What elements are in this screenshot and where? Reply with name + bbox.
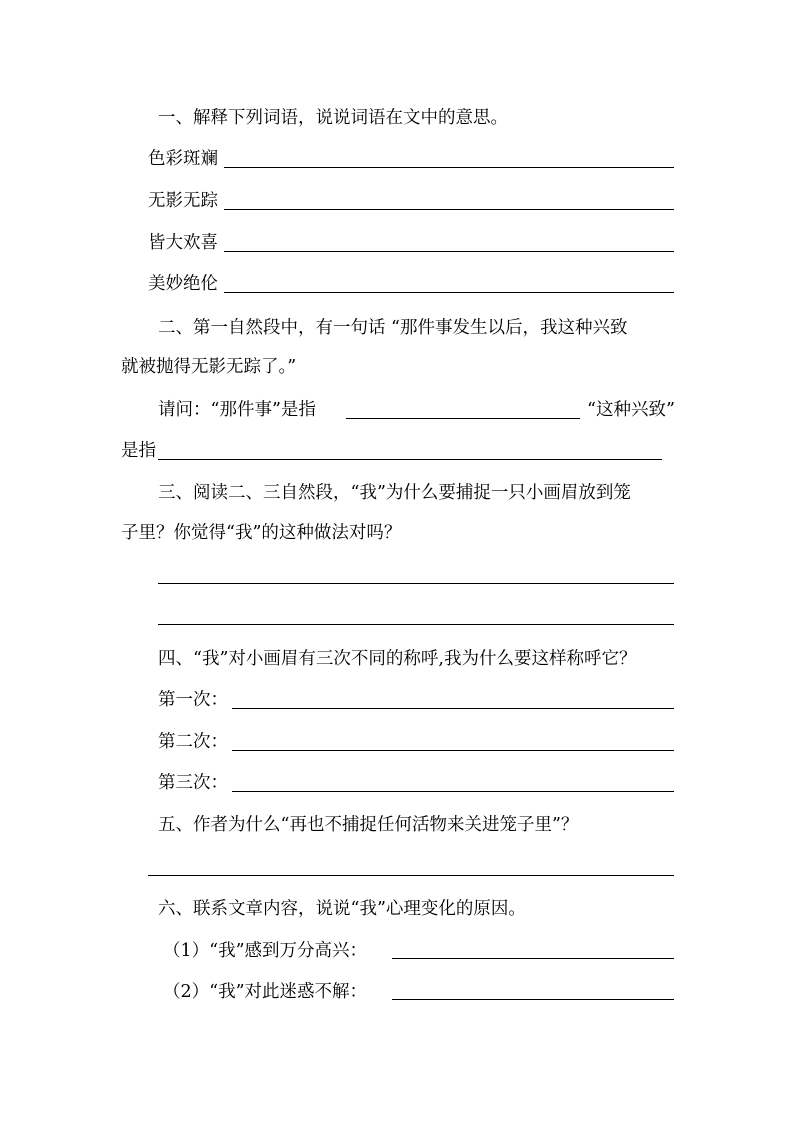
answer-line[interactable] [224, 292, 674, 293]
answer-line[interactable] [392, 958, 674, 959]
item-label: 第三次： [158, 773, 228, 793]
answer-line[interactable] [158, 624, 674, 625]
answer-line[interactable] [232, 791, 674, 792]
answer-line[interactable] [232, 708, 674, 709]
item-label: （2）“我”对此迷惑不解： [163, 982, 368, 1002]
term-label: 色彩斑斓 [148, 149, 218, 169]
item-label: 第一次： [158, 690, 228, 710]
answer-line[interactable] [224, 209, 674, 210]
term-label: 皆大欢喜 [148, 233, 218, 253]
answer-line[interactable] [148, 875, 674, 876]
answer-line[interactable] [224, 167, 674, 168]
question-2-line-1: 二、第一自然段中，有一句话 “那件事发生以后，我这种兴致 [158, 318, 628, 338]
item-label: 第二次： [158, 732, 228, 752]
answer-line[interactable] [232, 750, 674, 751]
question-4-title: 四、“我”对小画眉有三次不同的称呼,我为什么要这样称呼它？ [158, 649, 637, 669]
question-1-title: 一、解释下列词语，说说词语在文中的意思。 [158, 108, 508, 128]
question-3-line-1: 三、阅读二、三自然段，“我”为什么要捕捉一只小画眉放到笼 [158, 483, 631, 503]
question-5-title: 五、作者为什么“再也不捕捉任何活物来关进笼子里”？ [158, 815, 579, 835]
term-label: 无影无踪 [148, 191, 218, 211]
term-label: 美妙绝伦 [148, 274, 218, 294]
answer-line[interactable] [158, 583, 674, 584]
question-2-ask-c: 是指 [121, 441, 156, 461]
answer-line[interactable] [224, 251, 674, 252]
answer-line[interactable] [346, 418, 580, 419]
question-6-title: 六、联系文章内容，说说“我”心理变化的原因。 [158, 899, 526, 919]
item-label: （1）“我”感到万分高兴： [163, 941, 368, 961]
answer-line[interactable] [158, 459, 662, 460]
question-2-ask-b: “这种兴致” [587, 400, 675, 420]
answer-line[interactable] [392, 999, 674, 1000]
question-2-ask-a: 请问：“那件事”是指 [158, 400, 316, 420]
question-2-line-2: 就被抛得无影无踪了。” [121, 357, 297, 377]
question-3-line-2: 子里？你觉得“我”的这种做法对吗？ [121, 523, 402, 543]
